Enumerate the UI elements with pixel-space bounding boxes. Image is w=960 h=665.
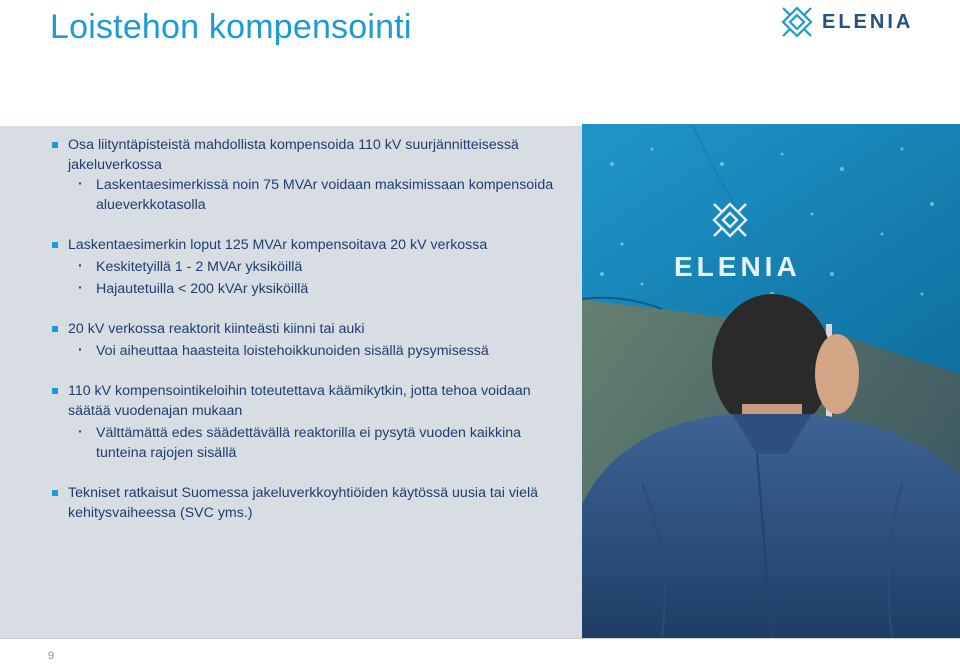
bullet-list — [50, 135, 570, 523]
umbrella-photo — [582, 124, 960, 638]
bullet-item: Tekniset ratkaisut Suomessa jakeluverkkoyhtiöiden käytössä uusia tai vielä kehitysvaiheessa (SVC yms.) — [50, 483, 570, 523]
elenia-logo — [780, 4, 920, 40]
bullet-item: 110 kV kompensointikeloihin toteutettava käämikytkin, jotta tehoa voidaan säätää vuodenajan mukaan — [50, 381, 570, 421]
footer-divider — [0, 638, 960, 639]
page-number: 9 — [48, 650, 55, 662]
sub-bullet-item: · Välttämättä edes säädettävällä reaktorilla ei pysytä vuoden kaikkina tunteina rajojen sisällä — [50, 423, 570, 463]
elenia-logo-text: ELENIA — [822, 10, 914, 33]
sub-bullet-item: · Laskentaesimerkissä noin 75 MVAr voidaan maksimissaan kompensoida alueverkkotasolla — [50, 175, 570, 215]
bullet-item: Laskentaesimerkin loput 125 MVAr kompensoitava 20 kV verkossa — [50, 235, 570, 255]
sub-bullet-item: · Keskitetyillä 1 - 2 MVAr yksiköillä — [50, 257, 570, 277]
umbrella-logo-text: ELENIA — [674, 251, 801, 282]
page-title: Loistehon kompensointi — [50, 8, 412, 46]
elenia-logo-icon — [780, 5, 814, 39]
bullet-item: 20 kV verkossa reaktorit kiinteästi kiinni tai auki — [50, 319, 570, 339]
sub-bullet-item: · Voi aiheuttaa haasteita loistehoikkunoiden sisällä pysymisessä — [50, 341, 570, 361]
sub-bullet-item: · Hajautetuilla < 200 kVAr yksiköillä — [50, 279, 570, 299]
bullet-item: Osa liityntäpisteistä mahdollista kompensoida 110 kV suurjännitteisessä jakeluverkossa — [50, 135, 570, 175]
